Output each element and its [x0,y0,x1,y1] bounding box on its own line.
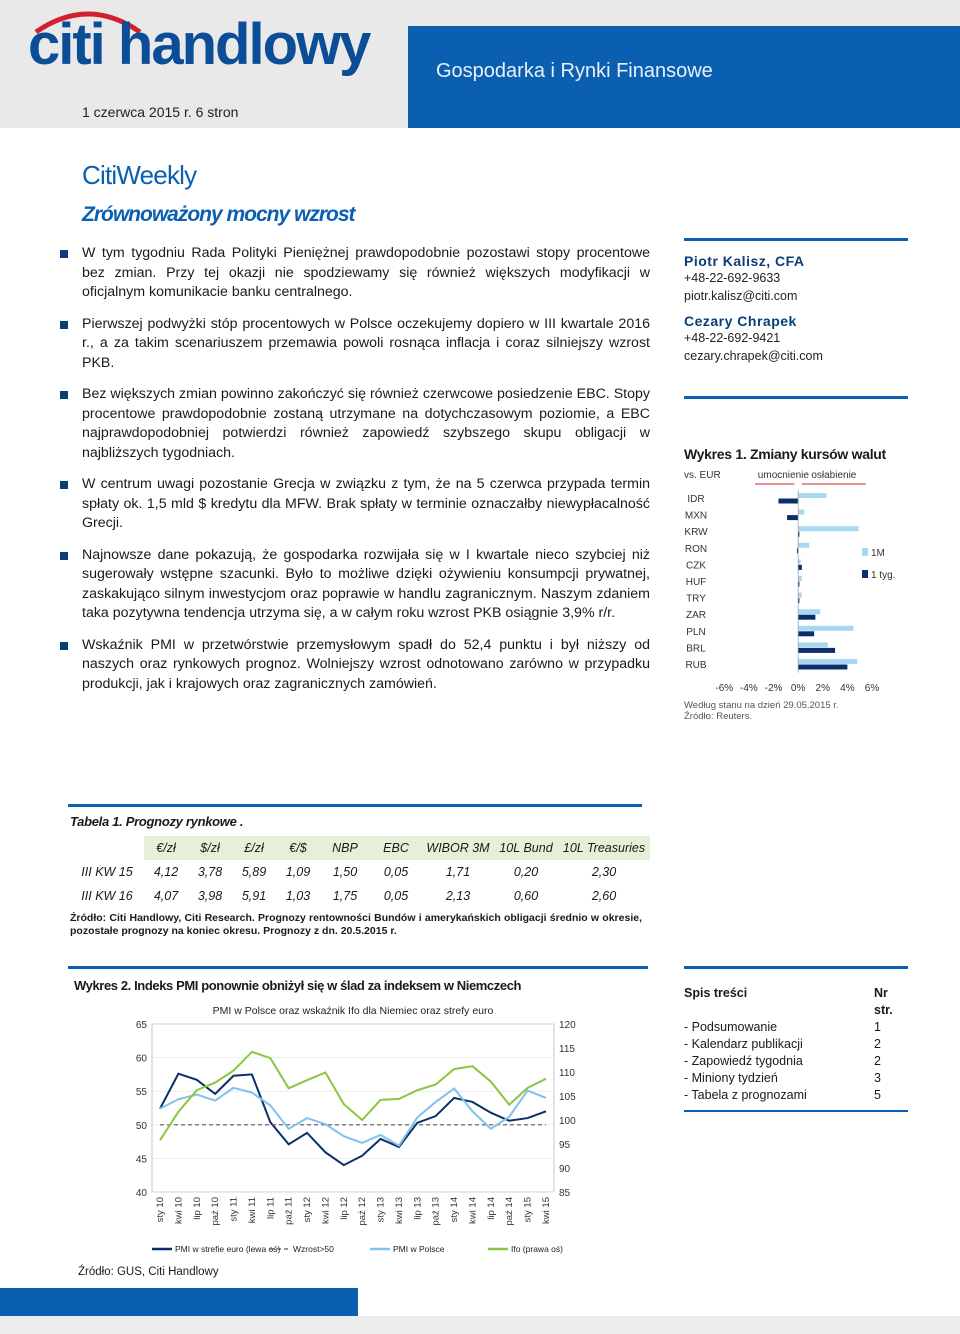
chart1-bar [798,593,802,598]
table-cell: 0,20 [513,865,539,879]
chart1-category-label: RON [684,543,708,555]
table-header-cell: NBP [320,836,370,860]
chart1-tick-label: 4% [840,683,855,694]
bullet-item: W centrum uwagi pozostanie Grecja w związku z tym, że na 5 czerwca przypada termin spłaty ok. 1,5 mld $ kredytu dla MFW. Brak spłaty w terminie oznaczałby niewypłacalność Grecji. [60,475,650,534]
chart2-x-tick-label: kwi 13 [393,1197,405,1224]
chart2-x-tick-label: lip 12 [338,1197,350,1220]
chart2-x-tick-label: paź 11 [283,1197,295,1225]
pmi-chart [120,1000,590,1260]
report-date: 1 czerwca 2015 r. 6 stron [82,104,239,120]
chart2-right-tick-label: 100 [559,1116,576,1127]
summary-bullets [60,244,650,706]
toc-item-label: - Tabela z prognozami [684,1088,807,1102]
toc-item[interactable] [684,1070,908,1087]
chart1-legend-swatch [862,548,868,556]
chart1-legend-label: 1M [871,548,885,559]
chart1-bar [798,626,853,631]
chart1-tick-label: -6% [715,683,734,694]
chart1-divider [684,396,908,399]
chart2-right-tick-label: 115 [559,1044,575,1055]
chart1-category-label: MXN [684,510,708,522]
chart2-x-tick-label: kwi 10 [173,1197,185,1224]
bullet-item: Bez większych zmian powinno zakończyć się również czerwcowe posiedzenie EBC. Stopy procentowe prawdopodobnie zostaną utrzymane na dotychczasowym poziomie, a EBC najprawdopodobniej potwierdzi również zapowiedź szybszego skupu obligacji w najbliższych tygodniach. [60,385,650,463]
citi-handlowy-logo [28,2,398,87]
chart1-bar [798,659,857,664]
chart2-legend-label: Ifo (prawa oś) [511,1244,563,1254]
chart1-category-label: TRY [686,593,706,605]
forecast-table [70,836,650,908]
chart1-date-note: Według stanu na dzień 29.05.2015 r. [684,700,839,711]
fx-change-chart [676,464,916,700]
chart2-left-tick-label: 40 [135,1188,147,1199]
toc-item-page: 3 [874,1071,881,1085]
svg-text:citi handlowy: citi handlowy [28,12,370,77]
table-cell: III KW 16 [81,889,133,903]
table-cell: 0,05 [383,865,409,879]
chart2-x-tick-label: paź 14 [504,1197,516,1226]
chart1-category-label: HUF [685,577,707,588]
chart2-x-tick-label: paź 13 [430,1197,442,1226]
chart2-right-tick-label: 90 [559,1164,571,1175]
toc-item-label: - Kalendarz publikacji [684,1037,803,1051]
chart2-title: Wykres 2. Indeks PMI ponownie obniżył się w ślad za indeksem w Niemczech [74,978,522,993]
table-header-cell: 10L Bund [494,836,558,860]
footer-strip [0,1316,960,1334]
chart1-tick-label: 0% [790,683,806,694]
table-header-cell: £/zł [232,836,276,860]
chart1-legend-label: 1 tyg. [871,570,896,581]
table-cell: 1,09 [285,865,311,879]
chart2-right-tick-label: 105 [559,1092,576,1103]
toc-item[interactable] [684,1053,908,1070]
chart1-bar [798,665,847,670]
chart1-bar [787,515,798,520]
chart1-bar [798,526,858,531]
contact-email[interactable]: cezary.chrapek@citi.com [684,349,823,363]
chart1-category-label: KRW [684,527,708,539]
toc-item-page: 2 [874,1054,881,1068]
chart1-source: Źródło: Reuters. [684,711,753,722]
toc-item-label: - Miniony tydzień [684,1071,778,1085]
table-header-cell: EBC [370,836,422,860]
toc-header [684,985,908,1019]
chart2-left-tick-label: 60 [135,1053,147,1065]
toc-item-page: 5 [874,1088,881,1102]
contacts-box [684,238,908,365]
chart1-annotation: osłabienie [811,470,857,481]
bullet-item: Wskaźnik PMI w przetwórstwie przemysłowym spadł do 52,4 punktu i był niższy od naszych oraz rynkowych prognoz. Wolniejszy wzrost odnotowano zarówno w przypadku produkcji, jak i krajowych oraz zagranicznych zamówień. [60,636,650,695]
chart1-category-label: ZAR [686,610,706,622]
chart1-bar [798,576,802,581]
chart1-tick-label: -2% [764,683,783,694]
chart2-plot-frame [152,1024,554,1192]
chart1-bar [798,565,802,570]
table-cell: 3,78 [197,865,223,879]
table-cell: 1,50 [332,865,358,879]
chart1-bar [778,499,798,504]
table-cell: 0,05 [383,889,409,903]
chart2-series-line [160,1074,546,1165]
toc-item-page: 1 [874,1020,881,1034]
chart1-annotation: umocnienie [757,470,809,481]
chart2-x-tick-label: sty 12 [302,1197,314,1223]
contact-name: Cezary Chrapek [684,313,797,329]
table-cell: 5,91 [241,889,267,903]
chart2-right-tick-label: 120 [559,1020,576,1031]
chart2-x-tick-label: sty 15 [522,1197,534,1223]
bullet-item: Pierwszej podwyżki stóp procentowych w Polsce oczekujemy dopiero w III kwartale 2016 r., a za takim scenariuszem przemawia powoli rosnąca inflacja i coraz silniejszy wzrost PKB. [60,315,650,374]
contact-name: Piotr Kalisz, CFA [684,253,805,269]
table-header-cell: 10L Treasuries [558,836,650,860]
table-cell: 4,07 [153,889,179,903]
chart1-bar [798,648,835,653]
table-cell: 2,60 [591,889,617,903]
table-header-cell: €/$ [276,836,320,860]
table-cell: 1,75 [332,889,358,903]
table-cell: 0,60 [513,889,539,903]
chart1-corner-label: vs. EUR [684,470,721,481]
chart1-bar [798,493,826,498]
chart1-category-label: PLN [686,626,706,638]
bullet-item: W tym tygodniu Rada Polityki Pieniężnej prawdopodobnie pozostawi stopy procentowe bez zmian. Przy tej okazji nie spodziewamy się również większych modyfikacji w oficjalnym komunikacie banku centralnego. [60,244,650,303]
table-cell: 1,03 [285,889,311,903]
chart1-category-label: CZK [686,560,706,572]
table-cell: 2,13 [445,889,471,903]
chart2-x-tick-label: lip 11 [265,1197,277,1220]
report-name: CitiWeekly [82,160,197,190]
chart2-right-tick-label: 95 [559,1140,571,1151]
table-cell: 3,98 [197,889,223,903]
chart1-bar [798,559,800,564]
chart2-x-tick-label: lip 10 [191,1197,203,1220]
chart1-bar [798,609,820,614]
table-header-cell: WIBOR 3M [422,836,494,860]
chart1-title: Wykres 1. Zmiany kursów walut [684,446,886,462]
table-header-cell: $/zł [188,836,232,860]
chart1-category-label: BRL [686,643,706,655]
chart2-x-tick-label: kwi 15 [541,1197,552,1224]
contact-phone: +48-22-692-9421 [684,331,781,345]
table-cell: 1,71 [445,865,471,879]
chart1-legend-swatch [862,570,868,578]
chart2-x-tick-label: sty 11 [228,1197,240,1222]
toc-item[interactable] [684,1036,908,1053]
chart2-x-tick-label: kwi 14 [467,1197,479,1224]
chart2-left-tick-label: 50 [135,1120,147,1132]
toc-item-label: - Zapowiedź tygodnia [684,1054,803,1068]
chart1-tick-label: -4% [740,683,758,694]
chart1-category-label: RUB [685,660,707,671]
toc-header-label: Spis treści [684,986,748,1000]
chart2-left-tick-label: 45 [135,1154,147,1166]
header-title: Gospodarka i Rynki Finansowe [436,60,713,82]
table-header-cell [70,836,144,860]
table-source: Źródło: Citi Handlowy, Citi Research. Prognozy rentowności Bundów i amerykańskich obligacji średnio w okresie, pozostałe prognozy na koniec okresu. Prognozy z dn. 20.5.2015 r. [70,912,642,937]
chart1-bar [798,543,809,548]
chart2-x-tick-label: lip 14 [485,1197,497,1220]
table-divider [68,804,642,807]
chart1-bar [798,631,814,636]
chart1-bar [798,615,815,620]
footer-band [0,1288,358,1316]
chart2-x-tick-label: paź 12 [357,1197,369,1226]
table-row [70,860,650,884]
chart1-tick-label: 6% [864,683,880,694]
table-of-contents [684,966,908,1112]
chart2-x-tick-label: lip 13 [412,1197,424,1220]
chart2-left-tick-label: 65 [135,1020,147,1031]
chart2-x-tick-label: sty 13 [375,1197,387,1223]
toc-item[interactable] [684,1019,908,1036]
chart2-subtitle: PMI w Polsce oraz wskaźnik Ifo dla Niemiec oraz strefy euro [212,1005,494,1017]
chart1-tick-label: 2% [815,683,830,694]
chart1-category-label: IDR [687,494,705,505]
toc-item[interactable] [684,1087,908,1104]
chart2-right-tick-label: 85 [559,1188,571,1199]
chart2-x-tick-label: kwi 12 [320,1197,332,1224]
chart1-note [684,700,839,722]
table-row [70,884,650,908]
chart2-x-tick-label: sty 14 [449,1197,461,1223]
table-cell: 4,12 [153,865,179,879]
chart2-x-tick-label: paź 10 [210,1197,222,1226]
chart2-source: Źródło: GUS, Citi Handlowy [78,1266,219,1278]
report-subtitle: Zrównoważony mocny wzrost [82,203,355,226]
chart2-right-tick-label: 110 [559,1068,575,1079]
chart2-x-tick-label: sty 10 [155,1197,166,1223]
toc-header-page: Nr str. [874,986,893,1017]
toc-item-label: - Podsumowanie [684,1020,778,1034]
chart2-legend-label: Wzrost>50 [293,1244,334,1254]
contact-phone: +48-22-692-9633 [684,271,781,285]
table-cell: 5,89 [241,865,267,879]
chart2-left-tick-label: 55 [135,1087,147,1099]
chart2-series-line [160,1088,546,1146]
table-cell: 2,30 [591,865,617,879]
chart2-x-tick-label: kwi 11 [246,1197,258,1224]
chart2-legend-label: PMI w strefie euro (lewa oś) [175,1244,281,1254]
bullet-item: Najnowsze dane pokazują, że gospodarka rozwijała się w I kwartale nieco szybciej niż sugerowały wstępne szacunki. Było to możliwe dzięki ożywieniu konsumpcji prywatnej, zaskakująco silnym inwestycjom oraz poprawie w handlu zagranicznym. Naszym zdaniem taka pozytywna tendencja utrzyma się, a w całym roku wzrost PKB osiągnie 3,9% r/r. [60,546,650,624]
table-title: Tabela 1. Prognozy rynkowe . [70,814,244,829]
contact-email[interactable]: piotr.kalisz@citi.com [684,289,798,303]
table-header-cell: €/zł [144,836,188,860]
chart1-bar [798,510,804,515]
chart1-bar [798,642,828,647]
toc-item-page: 2 [874,1037,881,1051]
chart2-legend-label: PMI w Polsce [393,1244,445,1254]
table-header-row [70,836,650,860]
table-cell: III KW 15 [81,865,133,879]
